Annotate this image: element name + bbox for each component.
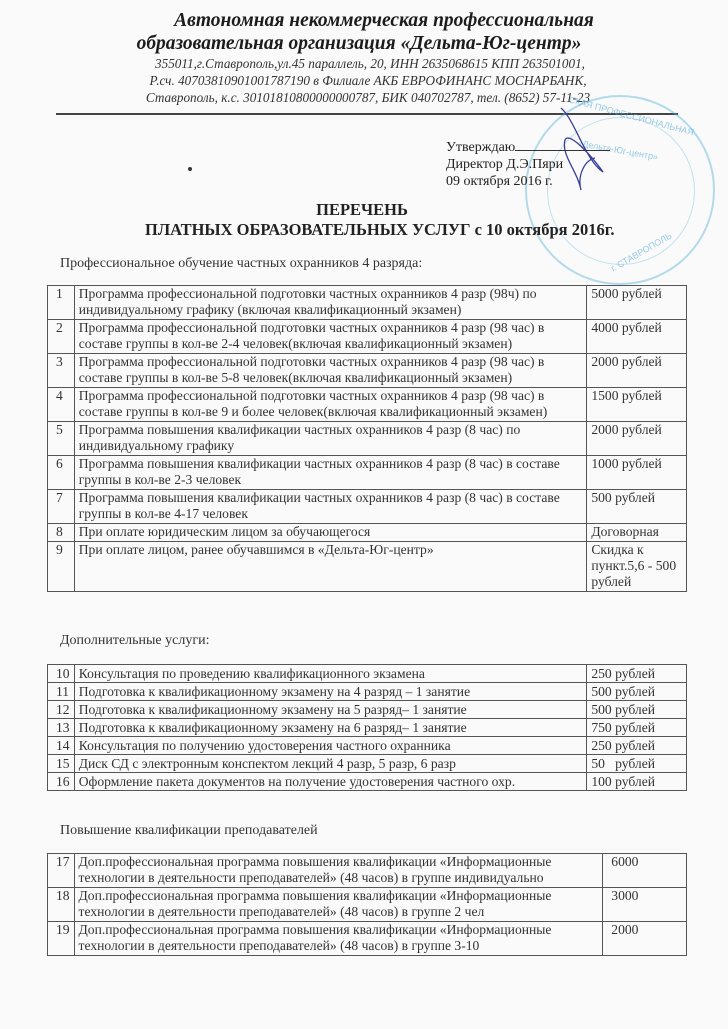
table-row bbox=[48, 524, 687, 542]
row-price: 2000 рублей bbox=[587, 422, 687, 456]
row-number: 12 bbox=[48, 701, 75, 719]
table-row bbox=[48, 422, 687, 456]
table-row bbox=[48, 922, 687, 956]
row-description: Программа повышения квалификации частных охранников 4 разр (8 час) по индивидуальному графику bbox=[74, 422, 587, 456]
table-row bbox=[48, 854, 687, 888]
table-row bbox=[48, 286, 687, 320]
org-name-line1: Автономная некоммерческая профессиональная bbox=[174, 10, 594, 31]
stamp-bottom-text: г. СТАВРОПОЛЬ bbox=[609, 230, 674, 274]
row-description: Подготовка к квалификационному экзамену на 5 разряд– 1 занятие bbox=[74, 701, 587, 719]
approve-label: Утверждаю bbox=[446, 140, 516, 155]
document-title bbox=[0, 200, 728, 220]
row-description: Подготовка к квалификационному экзамену на 4 разряд – 1 занятие bbox=[74, 683, 587, 701]
table-row bbox=[48, 665, 687, 683]
section-label-additional: Дополнительные услуги: bbox=[60, 633, 210, 648]
row-price: 1500 рублей bbox=[587, 388, 687, 422]
requisites-line3: Ставрополь, к.с. 30101810800000000787, БИК 040702787, тел. (8652) 57-11-23 bbox=[145, 90, 591, 105]
row-number: 6 bbox=[48, 456, 75, 490]
stamp-center-text: «Дельта-Юг-центр» bbox=[576, 137, 659, 163]
table-row bbox=[48, 888, 687, 922]
row-number: 1 bbox=[48, 286, 75, 320]
table-row bbox=[48, 737, 687, 755]
row-description: Программа профессиональной подготовки частных охранников 4 разр (98 час) в составе группы в кол-ве 5-8 человек(включая квалификационный экзамен) bbox=[74, 354, 587, 388]
row-price: Скидка к пункт.5,6 - 500 рублей bbox=[587, 542, 687, 592]
row-price: 250 рублей bbox=[587, 665, 687, 683]
row-price: 4000 рублей bbox=[587, 320, 687, 354]
table-row bbox=[48, 542, 687, 592]
org-name-line2: образовательная организация «Дельта-Юг-центр» bbox=[136, 33, 582, 54]
price-table-additional bbox=[47, 664, 687, 791]
row-description: Консультация по проведению квалификационного экзамена bbox=[74, 665, 587, 683]
table-row bbox=[48, 701, 687, 719]
row-description: Диск СД с электронным конспектом лекций 4 разр, 5 разр, 6 разр bbox=[74, 755, 587, 773]
row-description: При оплате лицом, ранее обучавшимся в «Дельта-Юг-центр» bbox=[74, 542, 587, 592]
price-table-training bbox=[47, 285, 687, 592]
row-description: Консультация по получению удостоверения частного охранника bbox=[74, 737, 587, 755]
row-price: 2000 bbox=[603, 922, 687, 956]
row-number: 17 bbox=[48, 854, 75, 888]
row-price: 500 рублей bbox=[587, 490, 687, 524]
approval-block bbox=[446, 138, 610, 190]
row-description: Подготовка к квалификационному экзамену на 6 разряд– 1 занятие bbox=[74, 719, 587, 737]
table-row bbox=[48, 320, 687, 354]
table-row bbox=[48, 773, 687, 791]
row-price: 6000 bbox=[603, 854, 687, 888]
row-description: Доп.профессиональная программа повышения квалификации «Информационные технологии в деятельности преподавателей» (48 часов) в группе 3-10 bbox=[74, 922, 603, 956]
section-label-teachers: Повышение квалификации преподавателей bbox=[60, 823, 318, 838]
row-number: 8 bbox=[48, 524, 75, 542]
table-row bbox=[48, 388, 687, 422]
row-price: 500 рублей bbox=[587, 701, 687, 719]
row-price: 2000 рублей bbox=[587, 354, 687, 388]
row-price: 1000 рублей bbox=[587, 456, 687, 490]
price-table-teachers bbox=[47, 853, 687, 956]
row-description: Программа повышения квалификации частных охранников 4 разр (8 час) в составе группы в кол-ве 4-17 человек bbox=[74, 490, 587, 524]
row-number: 18 bbox=[48, 888, 75, 922]
row-number: 16 bbox=[48, 773, 75, 791]
table-row bbox=[48, 354, 687, 388]
document-subtitle: ПЛАТНЫХ ОБРАЗОВАТЕЛЬНЫХ УСЛУГ с 10 октября 2016г. bbox=[145, 220, 615, 239]
requisites-line2: Р.сч. 40703810901001787190 в Филиале АКБ ЕВРОФИНАНС МОСНАРБАНК, bbox=[149, 73, 587, 88]
row-description: Программа профессиональной подготовки частных охранников 4 разр (98 час) в составе группы в кол-ве 2-4 человек(включая квалификационный экзамен) bbox=[74, 320, 587, 354]
stamp-top-text: СКАЯ ПРОФЕССИОНАЛЬНАЯ bbox=[567, 94, 695, 138]
director-name: Директор Д.Э.Пяри bbox=[446, 157, 564, 172]
table-row bbox=[48, 490, 687, 524]
row-number: 13 bbox=[48, 719, 75, 737]
row-description: Доп.профессиональная программа повышения квалификации «Информационные технологии в деятельности преподавателей» (48 часов) в группе 2 чел bbox=[74, 888, 603, 922]
approval-date: 09 октября 2016 г. bbox=[446, 174, 553, 189]
row-description: При оплате юридическим лицом за обучающегося bbox=[74, 524, 587, 542]
row-number: 9 bbox=[48, 542, 75, 592]
stamp-seal-icon bbox=[525, 95, 715, 285]
row-description: Доп.профессиональная программа повышения квалификации «Информационные технологии в деятельности преподавателей» (48 часов) в группе индивидуально bbox=[74, 854, 603, 888]
row-description: Оформление пакета документов на получение удостоверения частного охр. bbox=[74, 773, 587, 791]
row-price: 100 рублей bbox=[587, 773, 687, 791]
row-number: 11 bbox=[48, 683, 75, 701]
row-description: Программа профессиональной подготовки частных охранников 4 разр (98ч) по индивидуальному графику (включая квалификационный экзамен) bbox=[74, 286, 587, 320]
row-number: 15 bbox=[48, 755, 75, 773]
title-line1: ПЕРЕЧЕНЬ bbox=[316, 200, 408, 219]
row-number: 14 bbox=[48, 737, 75, 755]
row-description: Программа повышения квалификации частных охранников 4 разр (8 час) в составе группы в кол-ве 2-3 человек bbox=[74, 456, 587, 490]
table-row bbox=[48, 755, 687, 773]
signature-line bbox=[515, 138, 610, 151]
row-number: 5 bbox=[48, 422, 75, 456]
row-number: 2 bbox=[48, 320, 75, 354]
row-number: 3 bbox=[48, 354, 75, 388]
row-number: 4 bbox=[48, 388, 75, 422]
table-row bbox=[48, 719, 687, 737]
row-price: 500 рублей bbox=[587, 683, 687, 701]
section-label-training: Профессиональное обучение частных охранников 4 разряда: bbox=[60, 256, 423, 271]
row-number: 7 bbox=[48, 490, 75, 524]
row-price: 5000 рублей bbox=[587, 286, 687, 320]
row-number: 10 bbox=[48, 665, 75, 683]
table-row bbox=[48, 456, 687, 490]
row-number: 19 bbox=[48, 922, 75, 956]
row-description: Программа профессиональной подготовки частных охранников 4 разр (98 час) в составе группы в кол-ве 9 и более человек(включая квалификационный экзамен) bbox=[74, 388, 587, 422]
row-price: Договорная bbox=[587, 524, 687, 542]
scan-speck bbox=[188, 167, 192, 171]
requisites-line1: 355011,г.Ставрополь,ул.45 параллель, 20, ИНН 2635068615 КПП 263501001, bbox=[155, 56, 585, 71]
row-price: 250 рублей bbox=[587, 737, 687, 755]
row-price: 50 рублей bbox=[587, 755, 687, 773]
table-row bbox=[48, 683, 687, 701]
row-price: 3000 bbox=[603, 888, 687, 922]
row-price: 750 рублей bbox=[587, 719, 687, 737]
